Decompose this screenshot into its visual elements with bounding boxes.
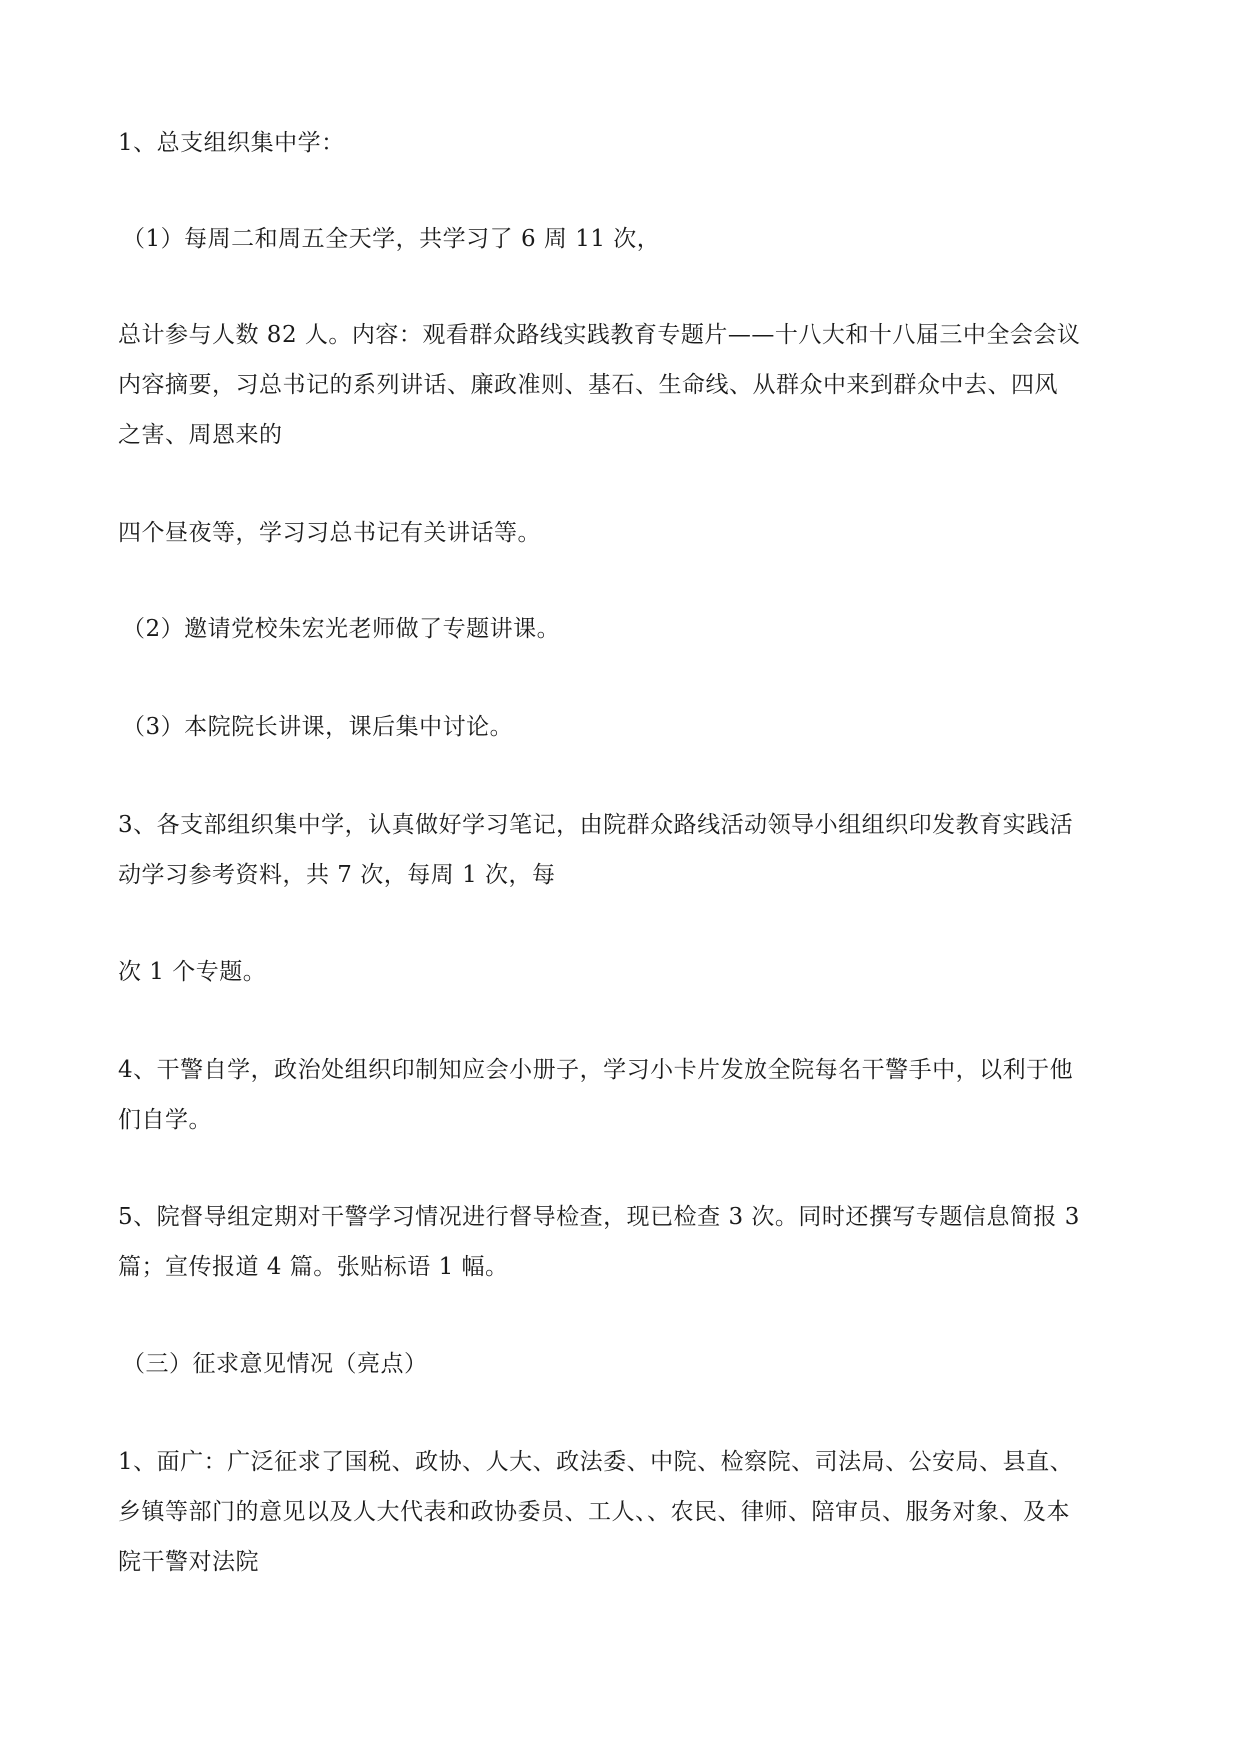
paragraph-10: 5、院督导组定期对干警学习情况进行督导检查，现已检查 3 次。同时还撰写专题信息简报 3 篇；宣传报道 4 篇。张贴标语 1 幅。 — [118, 1204, 1080, 1280]
paragraph-2: （1）每周二和周五全天学，共学习了 6 周 11 次， — [122, 226, 661, 252]
paragraph-4: 四个昼夜等，学习习总书记有关讲话等。 — [118, 520, 541, 546]
paragraph-3: 总计参与人数 82 人。内容：观看群众路线实践教育专题片——十八大和十八届三中全会会议 内容摘要，习总书记的系列讲话、廉政准则、基石、生命线、从群众中来到群众中去、四风 之害、周恩来的 — [118, 322, 1081, 448]
paragraph-11: 1、面广：广泛征求了国税、政协、人大、政法委、中院、检察院、司法局、公安局、县直、 乡镇等部门的意见以及人大代表和政协委员、工人、、农民、律师、陪审员、服务对象、及本 院干警对法院 — [118, 1449, 1074, 1575]
paragraph-8: 次 1 个专题。 — [118, 959, 267, 985]
section-heading: （三）征求意见情况（亮点） — [122, 1351, 428, 1377]
paragraph-7: 3、各支部组织集中学，认真做好学习笔记，由院群众路线活动领导小组组织印发教育实践活 动学习参考资料，共 7 次，每周 1 次，每 — [118, 812, 1074, 888]
paragraph-5: （2）邀请党校朱宏光老师做了专题讲课。 — [122, 616, 561, 642]
paragraph-6: （3）本院院长讲课，课后集中讨论。 — [122, 714, 514, 740]
paragraph-9: 4、干警自学，政治处组织印制知应会小册子，学习小卡片发放全院每名干警手中，以利于他 们自学。 — [118, 1057, 1074, 1133]
paragraph-1: 1、总支组织集中学： — [118, 130, 345, 156]
